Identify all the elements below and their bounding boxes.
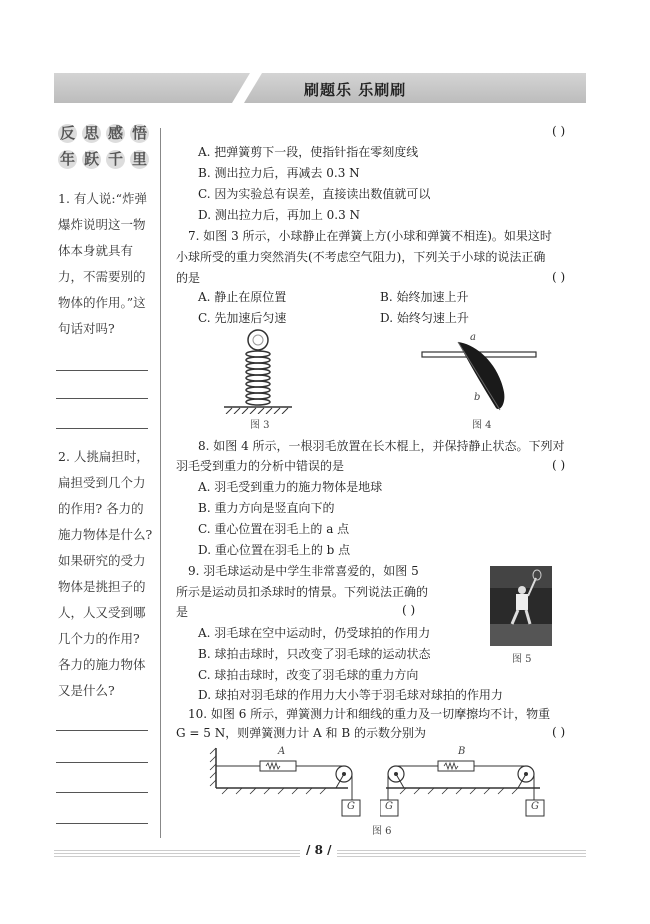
figure-4-point-a: a	[470, 332, 476, 343]
q7-option-a: A. 静止在原位置	[198, 290, 287, 304]
q9-stem-line-2: 所示是运动员扣杀球时的情景。下列说法正确的	[176, 585, 429, 599]
figure-6-caption: 图 6	[372, 826, 392, 837]
answer-paren: ( )	[552, 725, 566, 739]
figure-3-caption: 图 3	[250, 420, 270, 431]
q6-option-a: A. 把弹簧剪下一段，使指针指在零刻度线	[198, 145, 419, 159]
header-banner	[54, 73, 586, 103]
sidebar-question-1: 1. 有人说:“炸弹爆炸说明这一物体本身就具有力，不需要别的物体的作用。”这句话对吗?	[58, 191, 148, 336]
sidebar-question-2: 2. 人挑扁担时，扁担受到几个力的作用? 各力的施力物体是什么? 如果研究的受力物体是挑担子的人，人又受到哪几个力的作用? 各力的施力物体又是什么?	[58, 449, 153, 698]
answer-line	[56, 762, 148, 763]
answer-line	[56, 730, 148, 731]
q10-stem-line-1: 10. 如图 6 所示，弹簧测力计和细线的重力及一切摩擦均不计，物重	[188, 707, 551, 721]
figure-6-label-g: G	[347, 801, 355, 812]
figure-6-label-b: B	[458, 746, 466, 757]
q7-stem-line-2: 小球所受的重力突然消失(不考虑空气阻力)，下列关于小球的说法正确	[176, 250, 546, 264]
q8-stem-line-1: 8. 如图 4 所示，一根羽毛放置在长木棍上，并保持静止状态。下列对	[198, 439, 565, 453]
motto-char: 悟	[131, 124, 147, 142]
page-title: 刷题乐 乐刷刷	[304, 81, 407, 99]
figure-4-caption: 图 4	[472, 420, 492, 431]
motto-char: 千	[107, 150, 123, 168]
answer-line	[56, 428, 148, 429]
q6-option-c: C. 因为实验总有误差，直接读出数值就可以	[198, 187, 431, 201]
answer-line	[56, 823, 148, 824]
motto-char: 反	[59, 124, 75, 142]
banner-notch	[232, 73, 262, 103]
motto-row-1	[58, 124, 154, 143]
q7-stem-line-1: 7. 如图 3 所示，小球静止在弹簧上方(小球和弹簧不相连)。如果这时	[188, 229, 552, 243]
answer-paren: ( )	[402, 603, 416, 617]
figure-6-left-diagram	[208, 744, 368, 820]
column-divider	[160, 128, 161, 838]
q7-stem-line-3: 的是	[176, 271, 201, 285]
q9-option-d: D. 球拍对羽毛球的作用力大小等于羽毛球对球拍的作用力	[198, 688, 503, 702]
answer-line	[56, 370, 148, 371]
motto-char: 感	[107, 124, 123, 142]
q7-option-d: D. 始终匀速上升	[380, 311, 469, 325]
q6-option-b: B. 测出拉力后，再减去 0.3 N	[198, 166, 360, 180]
figure-6-label-g: G	[385, 801, 393, 812]
motto-char: 思	[83, 124, 99, 142]
figure-6-label-a: A	[278, 746, 286, 757]
q8-option-b: B. 重力方向是竖直向下的	[198, 501, 335, 515]
figure-3-ball-spring	[218, 328, 298, 414]
q9-option-b: B. 球拍击球时，只改变了羽毛球的运动状态	[198, 647, 431, 661]
motto-char: 里	[131, 150, 147, 168]
page-number-value: 8	[314, 843, 323, 857]
page-number: / 8 /	[300, 843, 337, 857]
answer-paren: ( )	[552, 270, 566, 284]
q8-option-c: C. 重心位置在羽毛上的 a 点	[198, 522, 350, 536]
q9-stem-line-1: 9. 羽毛球运动是中学生非常喜爱的，如图 5	[188, 564, 419, 578]
motto-row-2	[58, 150, 154, 169]
q8-stem-line-2: 羽毛受到重力的分析中错误的是	[176, 459, 345, 473]
q8-option-a: A. 羽毛受到重力的施力物体是地球	[198, 480, 383, 494]
q9-option-c: C. 球拍击球时，改变了羽毛球的重力方向	[198, 668, 419, 682]
q9-stem-line-3: 是	[176, 605, 189, 619]
motto-char: 年	[59, 150, 75, 168]
q7-option-b: B. 始终加速上升	[380, 290, 469, 304]
q6-option-d: D. 测出拉力后，再加上 0.3 N	[198, 208, 361, 222]
answer-paren: ( )	[552, 458, 566, 472]
answer-line	[56, 398, 148, 399]
q9-option-a: A. 羽毛球在空中运动时，仍受球拍的作用力	[198, 626, 431, 640]
answer-paren: ( )	[552, 124, 566, 138]
q10-stem-line-2: G = 5 N，则弹簧测力计 A 和 B 的示数分别为	[176, 726, 426, 740]
q8-option-d: D. 重心位置在羽毛上的 b 点	[198, 543, 351, 557]
figure-4-point-b: b	[474, 392, 481, 403]
motto-char: 跃	[83, 150, 99, 168]
figure-5-badminton-photo	[490, 566, 552, 646]
q7-option-c: C. 先加速后匀速	[198, 311, 287, 325]
figure-5-caption: 图 5	[512, 654, 532, 665]
figure-6-label-g: G	[531, 801, 539, 812]
answer-line	[56, 792, 148, 793]
